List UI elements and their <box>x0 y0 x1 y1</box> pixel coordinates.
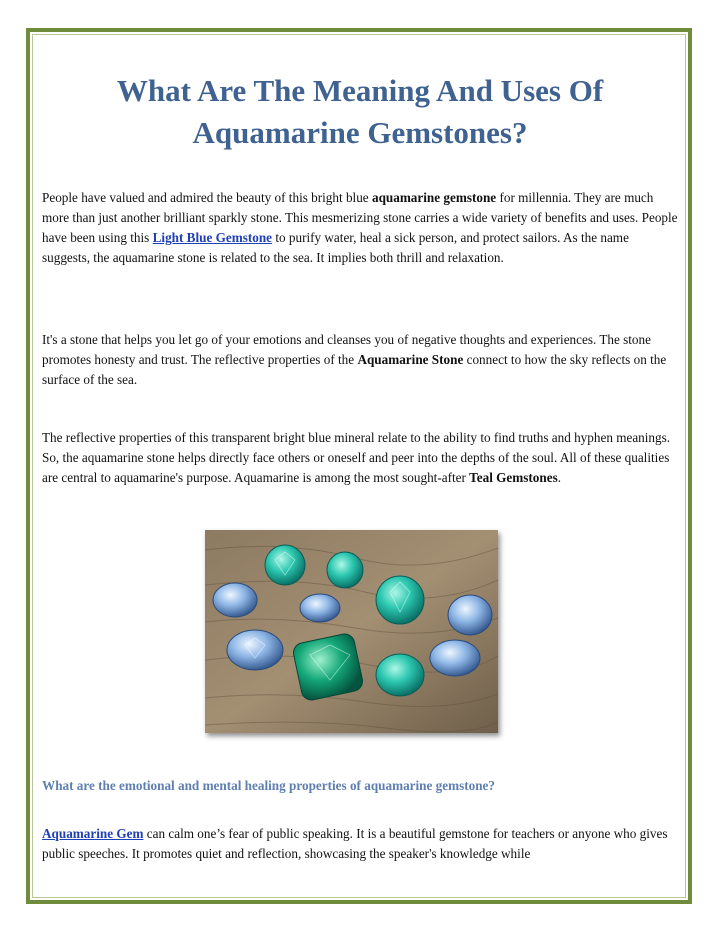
reflective-text-b: . <box>557 470 561 485</box>
title-line-2: Aquamarine Gemstones? <box>192 115 528 150</box>
intro-text-b: for millennia. They are much more than just another brilliant sparkly stone. This mesmerizing stone carries a wide variety of benefits and uses. People have been using this <box>42 190 678 245</box>
healing-properties-subheading: What are the emotional and mental healing properties of aquamarine gemstone? <box>42 778 495 793</box>
aquamarine-gem-link[interactable]: Aquamarine Gem <box>42 826 144 841</box>
title-line-1: What Are The Meaning And Uses Of <box>116 73 604 108</box>
page-title <box>40 70 680 154</box>
emotions-text-a: It's a stone that helps you let go of your emotions and cleanses you of negative thoughts and experiences. The stone promotes honesty and trust. The reflective properties of the <box>42 332 651 367</box>
public-speaking-paragraph <box>42 824 678 864</box>
emotions-bold-aquamarine-stone: Aquamarine Stone <box>357 352 464 367</box>
intro-bold-aquamarine-gemstone: aquamarine gemstone <box>371 190 497 205</box>
reflective-properties-paragraph <box>42 428 678 488</box>
light-blue-gemstone-link[interactable]: Light Blue Gemstone <box>152 230 273 245</box>
emotions-paragraph <box>42 330 678 390</box>
public-speaking-text-a: can calm one’s fear of public speaking. It is a beautiful gemstone for teachers or anyone who gives public speeches. It promotes quiet and reflection, showcasing the speaker's knowledge while <box>42 826 668 861</box>
intro-text-c: to purify water, heal a sick person, and protect sailors. As the name suggests, the aquamarine stone is related to the sea. It implies both thrill and relaxation. <box>42 230 629 265</box>
intro-paragraph <box>42 188 678 268</box>
emotions-text-b: connect to how the sky reflects on the surface of the sea. <box>42 352 667 387</box>
gemstones-photo <box>205 530 498 733</box>
reflective-bold-teal-gemstones: Teal Gemstones <box>469 470 558 485</box>
intro-text-a: People have valued and admired the beauty of this bright blue <box>42 190 372 205</box>
reflective-text-a: The reflective properties of this transparent bright blue mineral relate to the ability to find truths and hyphen meanings. So, the aquamarine stone helps directly face others or oneself and peer into the depths of the soul. All of these qualities are central to aquamarine's purpose. Aquamarine is among the most sought-after <box>42 430 671 485</box>
gemstones-illustration <box>205 530 498 733</box>
